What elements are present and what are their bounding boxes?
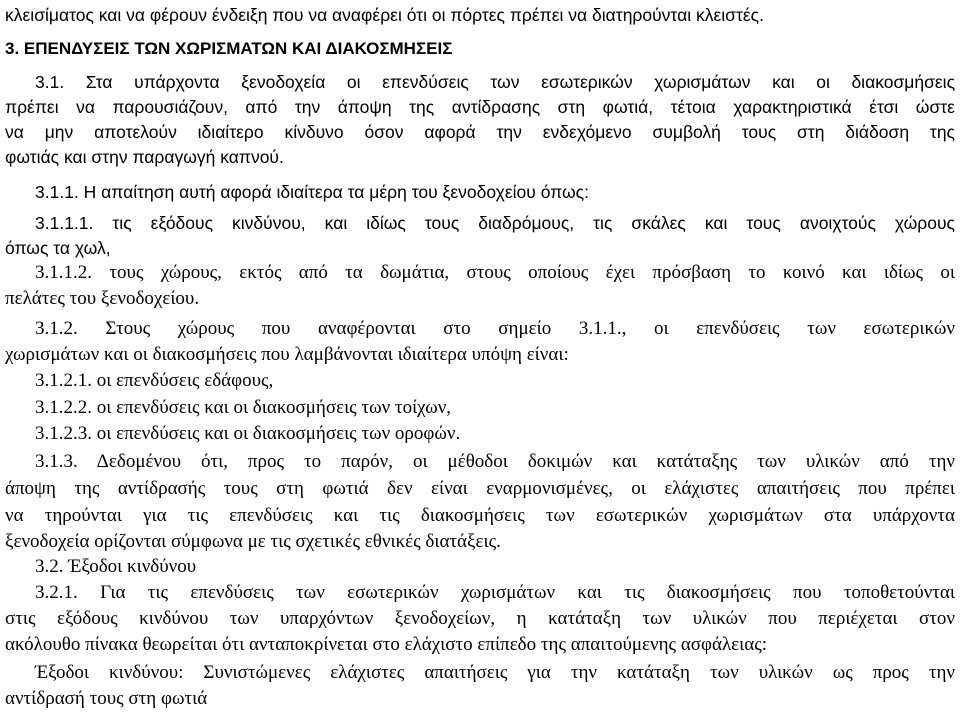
text-line: 3.1. Στα υπάρχοντα ξενοδοχεία οι επενδύσεις των εσωτερικών χωρισμάτων και οι διακοσμήσεις — [35, 72, 955, 92]
text-line: 3.1.2.1. οι επενδύσεις εδάφους, — [35, 370, 274, 391]
text-line: 3.1.2. Στους χώρους που αναφέρονται στο σημείο 3.1.1., οι επενδύσεις των εσωτερικών — [35, 318, 955, 339]
text-line: 3.1.2.2. οι επενδύσεις και οι διακοσμήσεις των τοίχων, — [35, 397, 452, 418]
text-line: να τηρούνται για τις επενδύσεις και τις διακοσμήσεις των εσωτερικών χωρισμάτων στα υπάρχοντα — [5, 505, 955, 526]
text-line: φωτιάς και στην παραγωγή καπνού. — [5, 147, 284, 167]
text-line: να μην αποτελούν ιδιαίτερο κίνδυνο όσον αφορά την ενδεχόμενο συμβολή τους στη διάδοση της — [5, 122, 955, 142]
text-line: 3.1.1.1. τις εξόδους κινδύνου, και ιδίως τους διαδρόμους, τις σκάλες και τους ανοιχτούς χώρους — [35, 213, 955, 233]
text-line: πελάτες του ξενοδοχείου. — [5, 288, 200, 309]
text-line: 3.1.1.2. τους χώρους, εκτός από τα δωμάτια, στους οποίους έχει πρόσβαση το κοινό και ιδίως οι — [35, 262, 955, 283]
text-line: 3.1.3. Δεδομένου ότι, προς το παρόν, οι μέθοδοι δοκιμών και κατάταξης των υλικών από την — [35, 451, 955, 472]
text-line: Έξοδοι κινδύνου: Συνιστώμενες ελάχιστες απαιτήσεις για την κατάταξη των υλικών ως προς την — [35, 662, 955, 683]
text-line: αντίδρασή τους στη φωτιά — [5, 688, 208, 709]
text-line: 3.1.2.3. οι επενδύσεις και οι διακοσμήσεις των οροφών. — [35, 423, 461, 444]
subsection-heading: 3.2. Έξοδοι κινδύνου — [35, 556, 197, 577]
text-line: στις εξόδους κινδύνου των υπαρχόντων ξενοδοχείων, η κατάταξη των υλικών που περιέχεται στον — [5, 608, 955, 629]
text-line: χωρισμάτων και οι διακοσμήσεις που λαμβάνονται ιδιαίτερα υπόψη είναι: — [5, 344, 569, 365]
text-line: κλεισίματος και να φέρουν ένδειξη που να αναφέρει ότι οι πόρτες πρέπει να διατηρούνται κλειστές. — [5, 5, 764, 25]
text-line: ακόλουθο πίνακα θεωρείται ότι ανταποκρίνεται στο ελάχιστο επίπεδο της απαιτούμενης ασφάλειας: — [5, 634, 768, 655]
text-line: ξενοδοχεία ορίζονται σύμφωνα με τις σχετικές εθνικές διατάξεις. — [5, 531, 501, 552]
text-line: άποψη της αντίδρασής τους στη φωτιά δεν είναι εναρμονισμένες, οι ελάχιστες απαιτήσεις που πρέπει — [5, 478, 955, 499]
text-line: 3.2.1. Για τις επενδύσεις των εσωτερικών χωρισμάτων και τις διακοσμήσεις που τοποθετούνται — [35, 582, 955, 603]
text-line: 3.1.1. Η απαίτηση αυτή αφορά ιδιαίτερα τα μέρη του ξενοδοχείου όπως: — [35, 182, 589, 202]
text-line: πρέπει να παρουσιάζουν, από την άποψη της αντίδρασης στη φωτιά, τέτοια χαρακτηριστικά έτσι ώστε — [5, 97, 955, 117]
section-heading: 3. ΕΠΕΝΔΥΣΕΙΣ ΤΩΝ ΧΩΡΙΣΜΑΤΩΝ ΚΑΙ ΔΙΑΚΟΣΜΗΣΕΙΣ — [5, 39, 453, 58]
text-line: όπως τα χωλ, — [5, 238, 111, 258]
